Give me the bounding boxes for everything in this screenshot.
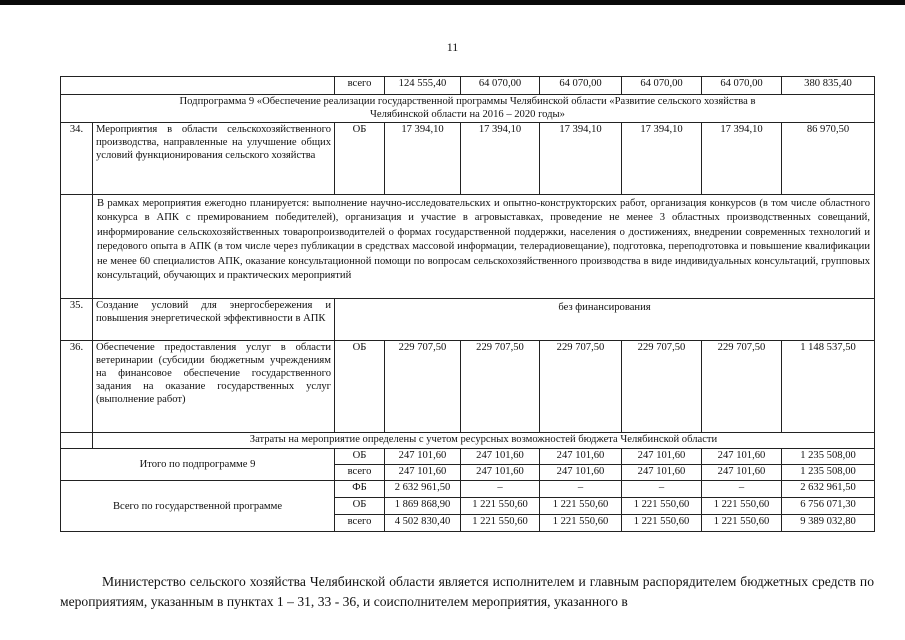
table-row bbox=[61, 481, 875, 498]
total-cell: 9 389 032,80 bbox=[782, 515, 875, 532]
value-cell: 17 394,10 bbox=[540, 123, 622, 195]
value-cell: 247 101,60 bbox=[461, 465, 540, 481]
value-cell: 1 221 550,60 bbox=[622, 515, 702, 532]
value-cell: 17 394,10 bbox=[702, 123, 782, 195]
budget-table bbox=[60, 76, 875, 532]
value-cell: 64 070,00 bbox=[622, 77, 702, 95]
item-number: 36. bbox=[61, 341, 93, 433]
source-cell: всего bbox=[335, 77, 385, 95]
table-row bbox=[61, 95, 875, 123]
value-cell: 4 502 830,40 bbox=[385, 515, 461, 532]
value-cell: 247 101,60 bbox=[461, 449, 540, 465]
value-cell: 64 070,00 bbox=[702, 77, 782, 95]
value-cell: 17 394,10 bbox=[622, 123, 702, 195]
source-cell: всего bbox=[335, 515, 385, 532]
table-row bbox=[61, 341, 875, 433]
page-number: 11 bbox=[446, 40, 459, 54]
item-note: В рамках мероприятия ежегодно планируется: выполнение научно-исследовательских и опытно-конструкторских работ, организация конкурсов (в том числе областного конкурса в АПК с премированием победителей), организация и участие в агровыставках, проведение не менее 3 областных производственных совещаний, информирование сельскохозяйственных товаропроизводителей о формах государственной поддержки, населения о достижениях, внедрении современных технологий и передового опыта в АПК (в том числе через публикации в средствах массовой информации, телерадиовещание), подготовка, переподготовка и повышение квалификации не менее 60 специалистов АПК, оказание консультационной помощи по вопросам сельскохозяйственного производства в виде индивидуальных консультаций, групповых консультаций, обучающих и практических мероприятий bbox=[93, 195, 875, 299]
value-cell: 1 221 550,60 bbox=[702, 515, 782, 532]
value-cell: 247 101,60 bbox=[702, 449, 782, 465]
table-row bbox=[61, 195, 875, 299]
funding-status: без финансирования bbox=[335, 299, 875, 341]
source-cell: ФБ bbox=[335, 481, 385, 498]
total-cell: 1 235 508,00 bbox=[782, 449, 875, 465]
total-cell: 6 756 071,30 bbox=[782, 498, 875, 515]
empty-cell bbox=[61, 433, 93, 449]
value-cell: 17 394,10 bbox=[461, 123, 540, 195]
value-cell: 247 101,60 bbox=[385, 449, 461, 465]
empty-cell bbox=[61, 195, 93, 299]
value-cell: 229 707,50 bbox=[385, 341, 461, 433]
total-cell: 380 835,40 bbox=[782, 77, 875, 95]
table-row bbox=[61, 449, 875, 465]
total-cell: 1 235 508,00 bbox=[782, 465, 875, 481]
value-cell: 229 707,50 bbox=[540, 341, 622, 433]
grand-total-label: Всего по государственной программе bbox=[61, 481, 335, 532]
value-cell: 1 221 550,60 bbox=[622, 498, 702, 515]
total-cell: 1 148 537,50 bbox=[782, 341, 875, 433]
value-cell: 247 101,60 bbox=[702, 465, 782, 481]
value-cell: 2 632 961,50 bbox=[385, 481, 461, 498]
source-cell: ОБ bbox=[335, 341, 385, 433]
value-cell: 247 101,60 bbox=[540, 465, 622, 481]
value-cell: 247 101,60 bbox=[540, 449, 622, 465]
item-note: Затраты на мероприятие определены с учетом ресурсных возможностей бюджета Челябинской области bbox=[93, 433, 875, 449]
value-cell: 64 070,00 bbox=[461, 77, 540, 95]
value-cell: 1 221 550,60 bbox=[540, 498, 622, 515]
value-cell: 1 221 550,60 bbox=[461, 515, 540, 532]
item-name: Создание условий для энергосбережения и повышения энергетической эффективности в АПК bbox=[93, 299, 335, 341]
value-cell: 1 869 868,90 bbox=[385, 498, 461, 515]
value-cell: – bbox=[540, 481, 622, 498]
total-cell: 86 970,50 bbox=[782, 123, 875, 195]
scan-top-border bbox=[0, 0, 905, 5]
item-name: Мероприятия в области сельскохозяйственного производства, направленные на улучшение общих условий функционирования сельского хозяйства bbox=[93, 123, 335, 195]
source-cell: всего bbox=[335, 465, 385, 481]
value-cell: 247 101,60 bbox=[622, 449, 702, 465]
value-cell: 1 221 550,60 bbox=[702, 498, 782, 515]
value-cell: 124 555,40 bbox=[385, 77, 461, 95]
value-cell: – bbox=[622, 481, 702, 498]
subprogram-header: Подпрограмма 9 «Обеспечение реализации государственной программы Челябинской области «Развитие сельского хозяйства в Челябинской области на 2016 – 2020 годы» bbox=[61, 95, 875, 123]
value-cell: 1 221 550,60 bbox=[540, 515, 622, 532]
table-row bbox=[61, 299, 875, 341]
table-row bbox=[61, 123, 875, 195]
value-cell: 247 101,60 bbox=[622, 465, 702, 481]
item-name: Обеспечение предоставления услуг в области ветеринарии (субсидии бюджетным учреждениям на финансовое обеспечение государственного задания на оказание государственных услуг (выполнение работ) bbox=[93, 341, 335, 433]
table-row bbox=[61, 433, 875, 449]
value-cell: 229 707,50 bbox=[461, 341, 540, 433]
total-cell: 2 632 961,50 bbox=[782, 481, 875, 498]
source-cell: ОБ bbox=[335, 123, 385, 195]
empty-cell bbox=[61, 77, 335, 95]
value-cell: 247 101,60 bbox=[385, 465, 461, 481]
item-number: 35. bbox=[61, 299, 93, 341]
source-cell: ОБ bbox=[335, 449, 385, 465]
value-cell: – bbox=[702, 481, 782, 498]
value-cell: 229 707,50 bbox=[622, 341, 702, 433]
value-cell: 1 221 550,60 bbox=[461, 498, 540, 515]
subtotal-label: Итого по подпрограмме 9 bbox=[61, 449, 335, 481]
footer-paragraph: Министерство сельского хозяйства Челябинской области является исполнителем и главным распорядителем бюджетных средств по мероприятиям, указанным в пунктах 1 – 31, 33 - 36, и соисполнителем мероприятия, указанного в bbox=[60, 573, 874, 609]
value-cell: 229 707,50 bbox=[702, 341, 782, 433]
table-row bbox=[61, 77, 875, 95]
item-number: 34. bbox=[61, 123, 93, 195]
source-cell: ОБ bbox=[335, 498, 385, 515]
value-cell: 17 394,10 bbox=[385, 123, 461, 195]
value-cell: – bbox=[461, 481, 540, 498]
value-cell: 64 070,00 bbox=[540, 77, 622, 95]
